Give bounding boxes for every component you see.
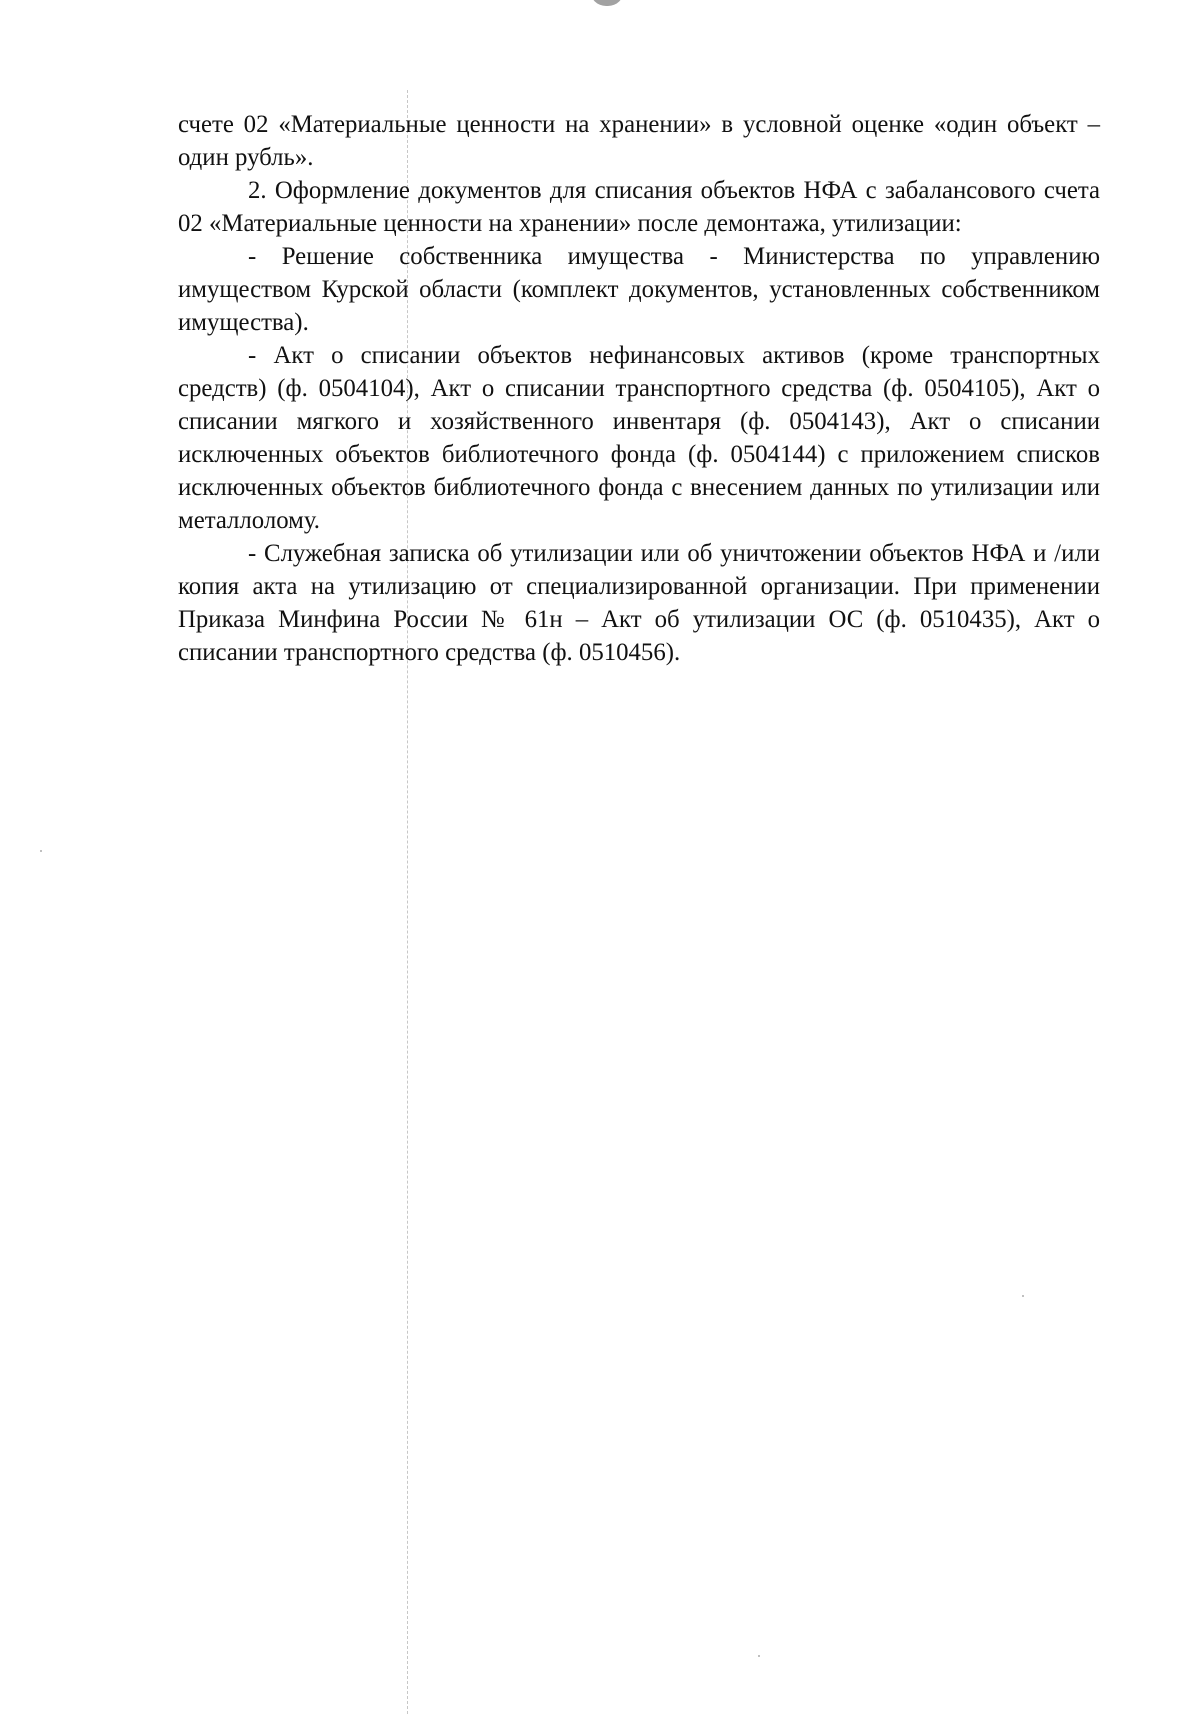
scan-speck xyxy=(758,1655,760,1657)
paragraph-write-off-acts: - Акт о списании объектов нефинансовых активов (кроме транспортных средств) (ф. 0504104), Акт о списании транспортного средства (ф. 0504105), Акт о списании мягкого и хозяйственного инвентаря (ф. 0504143), Акт о списании исключенных объектов библиотечного фонда (ф. 0504144) с приложением списков исключенных объектов библиотечного фонда с внесением данных по утилизации или металлолому. xyxy=(178,342,1100,534)
binding-mark xyxy=(590,0,624,6)
scan-speck xyxy=(40,850,42,852)
scan-speck xyxy=(1022,1295,1024,1297)
paragraph-service-note: - Служебная записка об утилизации или об уничтожении объектов НФА и /или копия акта на утилизацию от специализированной организации. При применении Приказа Минфина России № 61н – Акт об утилизации ОС (ф. 0510435), Акт о списании транспортного средства (ф. 0510456). xyxy=(178,540,1100,666)
paragraph-continuation: счете 02 «Материальные ценности на хранении» в условной оценке «один объект – один рубль». xyxy=(178,111,1100,171)
document-body xyxy=(178,108,1100,669)
paragraph-item-2: 2. Оформление документов для списания объектов НФА с забалансового счета 02 «Материальные ценности на хранении» после демонтажа, утилизации: xyxy=(178,177,1100,237)
paragraph-owner-decision: - Решение собственника имущества - Министерства по управлению имуществом Курской области (комплект документов, установленных собственником имущества). xyxy=(178,243,1100,336)
